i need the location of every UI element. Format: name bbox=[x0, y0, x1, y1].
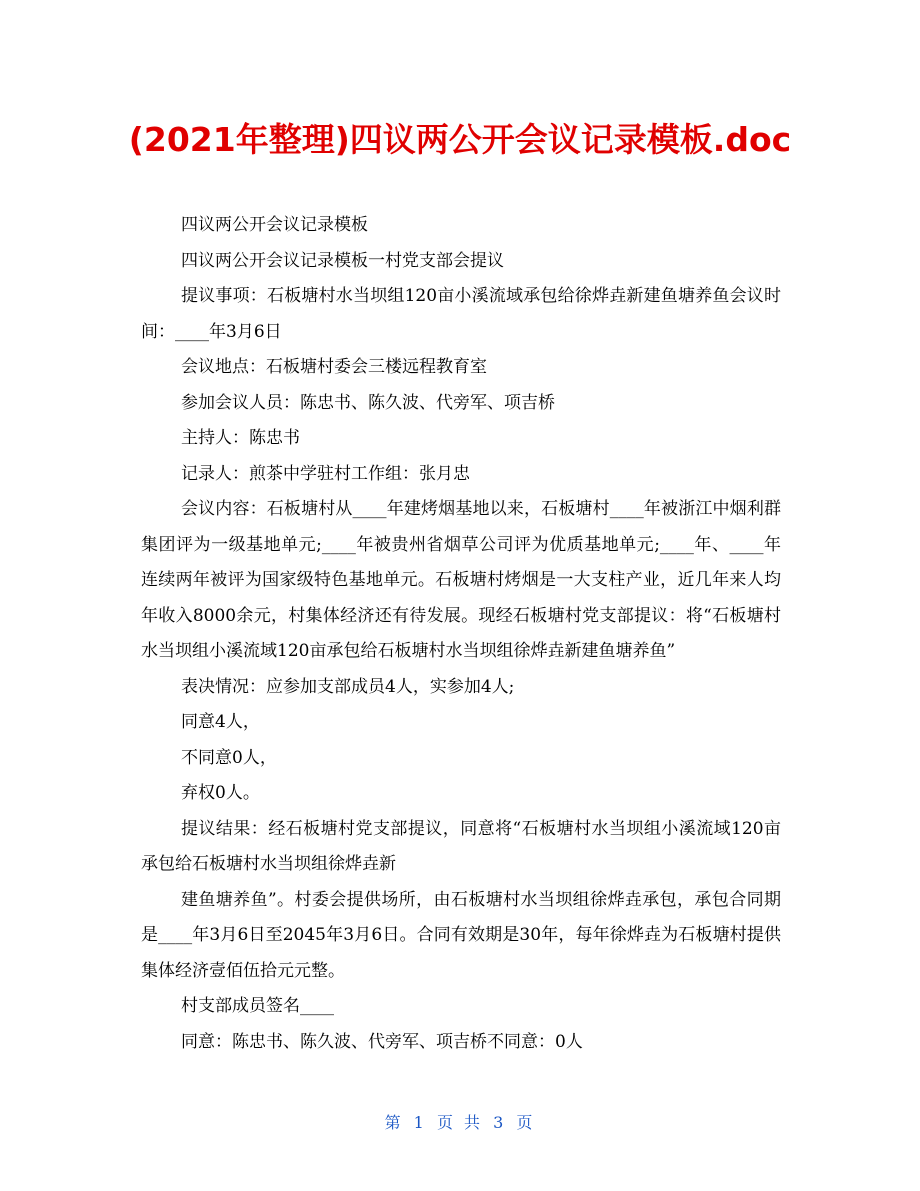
paragraph: 村支部成员签名____ bbox=[181, 996, 334, 1016]
paragraph: 主持人：陈忠书 bbox=[181, 428, 300, 448]
paragraph: 提议事项：石板塘村水当坝组120亩小溪流域承包给徐烨垚新建鱼塘养鱼会议时间：____年3月6日 bbox=[141, 286, 781, 342]
paragraph: 记录人：煎茶中学驻村工作组：张月忠 bbox=[181, 463, 470, 484]
paragraph: 会议地点：石板塘村委会三楼远程教育室 bbox=[181, 357, 487, 377]
paragraph: 四议两公开会议记录模板 bbox=[181, 215, 368, 235]
total-page-number: 3 bbox=[493, 1113, 507, 1132]
footer-middle: 页 共 bbox=[436, 1113, 484, 1132]
footer-suffix: 页 bbox=[516, 1113, 536, 1132]
footer-prefix: 第 bbox=[384, 1113, 404, 1132]
current-page-number: 1 bbox=[413, 1113, 427, 1132]
paragraph: 参加会议人员：陈忠书、陈久波、代旁军、项吉桥 bbox=[181, 392, 555, 413]
page-footer bbox=[0, 1110, 920, 1133]
paragraph: 建鱼塘养鱼”。村委会提供场所，由石板塘村水当坝组徐烨垚承包，承包合同期是____年3月6日至2045年3月6日。合同有效期是30年，每年徐烨垚为石板塘村提供集体经济壹佰伍拾元元整。 bbox=[141, 889, 781, 981]
paragraph: 表决情况：应参加支部成员4人，实参加4人; bbox=[181, 676, 515, 697]
document-body bbox=[141, 208, 781, 1060]
paragraph: 会议内容：石板塘村从____年建烤烟基地以来，石板塘村____年被浙江中烟利群集团评为一级基地单元;____年被贵州省烟草公司评为优质基地单元;____年、____年连续两年被评为国家级特色基地单元。石板塘村烤烟是一大支柱产业，近几年来人均年收入8000余元，村集体经济还有待发展。现经石板塘村党支部提议：将“石板塘村水当坝组小溪流域120亩承包给石板塘村水当坝组徐烨垚新建鱼塘养鱼” bbox=[141, 499, 781, 661]
paragraph: 同意4人， bbox=[181, 712, 260, 732]
paragraph: 不同意0人， bbox=[181, 747, 277, 768]
paragraph: 提议结果：经石板塘村党支部提议，同意将“石板塘村水当坝组小溪流域120亩承包给石板塘村水当坝组徐烨垚新 bbox=[141, 818, 781, 874]
paragraph: 四议两公开会议记录模板一村党支部会提议 bbox=[181, 250, 504, 271]
paragraph: 弃权0人。 bbox=[181, 783, 260, 803]
document-title: (2021年整理)四议两公开会议记录模板.doc bbox=[128, 120, 792, 159]
paragraph: 同意：陈忠书、陈久波、代旁军、项吉桥不同意：0人 bbox=[181, 1031, 583, 1052]
